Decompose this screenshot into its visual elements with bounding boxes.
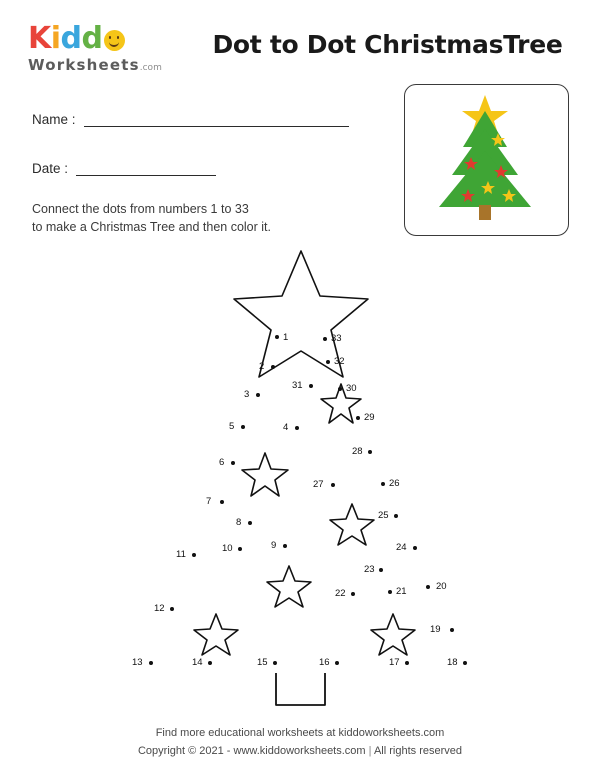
puzzle-dot-label: 1 [283, 332, 289, 343]
logo-letter-i: i [50, 21, 61, 56]
footer-copyright-row [0, 742, 600, 760]
date-field [32, 161, 216, 176]
puzzle-dot [170, 607, 174, 611]
puzzle-dot-label: 21 [396, 586, 407, 597]
logo-letter-d2: d [81, 21, 103, 56]
puzzle-dot-label: 33 [331, 333, 342, 344]
puzzle-dot-label: 18 [447, 657, 458, 668]
puzzle-dot [368, 450, 372, 454]
puzzle-dot-label: 15 [257, 657, 268, 668]
puzzle-dot [273, 661, 277, 665]
puzzle-dot [295, 426, 299, 430]
puzzle-dot [413, 546, 417, 550]
puzzle-dot [241, 425, 245, 429]
name-label: Name : [32, 112, 76, 127]
puzzle-dot-label: 24 [396, 542, 407, 553]
puzzle-dot-label: 13 [132, 657, 143, 668]
date-input[interactable] [76, 161, 216, 176]
puzzle-dot-label: 26 [389, 478, 400, 489]
puzzle-dot [331, 483, 335, 487]
puzzle-dot-label: 23 [364, 564, 375, 575]
puzzle-dot-label: 6 [219, 457, 225, 468]
puzzle-dot-label: 31 [292, 380, 303, 391]
puzzle-dot [381, 482, 385, 486]
puzzle-dot [271, 365, 275, 369]
puzzle-dot [338, 387, 342, 391]
puzzle-dot-label: 3 [244, 389, 250, 400]
puzzle-dot-label: 8 [236, 517, 242, 528]
puzzle-dot [450, 628, 454, 632]
puzzle-dot [220, 500, 224, 504]
puzzle-dot-label: 17 [389, 657, 400, 668]
logo-com-text: .com [139, 63, 162, 73]
puzzle-dot [231, 461, 235, 465]
site-logo [28, 21, 178, 76]
puzzle-dot-label: 5 [229, 421, 235, 432]
puzzle-dot [256, 393, 260, 397]
christmas-tree-preview-icon [405, 85, 566, 233]
puzzle-dot-label: 27 [313, 479, 324, 490]
puzzle-dot-label: 28 [352, 446, 363, 457]
puzzle-dot-label: 32 [334, 356, 345, 367]
puzzle-dot-label: 4 [283, 422, 289, 433]
puzzle-dot-label: 12 [154, 603, 165, 614]
puzzle-dot-label: 14 [192, 657, 203, 668]
puzzle-dot-label: 10 [222, 543, 233, 554]
logo-subtitle [28, 56, 178, 74]
puzzle-dot [208, 661, 212, 665]
puzzle-dot [283, 544, 287, 548]
logo-subtitle-text: Worksheets [28, 56, 140, 74]
footer-separator: | [368, 745, 372, 757]
date-label: Date : [32, 161, 69, 176]
name-input[interactable] [84, 112, 349, 127]
puzzle-dot-label: 20 [436, 581, 447, 592]
page-title: Dot to Dot ChristmasTree [212, 30, 563, 59]
logo-letter-d1: d [60, 21, 82, 56]
instructions-line-2: to make a Christmas Tree and then color it. [32, 220, 271, 234]
puzzle-dot [238, 547, 242, 551]
puzzle-dot-label: 19 [430, 624, 441, 635]
puzzle-dot-label: 22 [335, 588, 346, 599]
puzzle-dot [335, 661, 339, 665]
puzzle-dot [326, 360, 330, 364]
puzzle-dot [388, 590, 392, 594]
puzzle-dot [149, 661, 153, 665]
puzzle-dot [309, 384, 313, 388]
footer-tagline: Find more educational worksheets at kiddoworksheets.com [155, 727, 445, 739]
dot-to-dot-puzzle [0, 238, 600, 708]
puzzle-dot [379, 568, 383, 572]
puzzle-dot-label: 2 [259, 361, 265, 372]
puzzle-dot-label: 30 [346, 383, 357, 394]
footer [0, 724, 600, 760]
puzzle-dot [323, 337, 327, 341]
puzzle-dot [426, 585, 430, 589]
smiley-face-icon [104, 30, 125, 51]
puzzle-dot [356, 416, 360, 420]
puzzle-dot [463, 661, 467, 665]
preview-box [404, 84, 569, 236]
footer-rights: All rights reserved [373, 745, 462, 757]
puzzle-dot [192, 553, 196, 557]
puzzle-dot [394, 514, 398, 518]
puzzle-outline-shapes [0, 238, 600, 708]
puzzle-dot-label: 11 [176, 549, 186, 560]
puzzle-dot-label: 25 [378, 510, 389, 521]
logo-letter-k: K [28, 21, 51, 56]
puzzle-dot [405, 661, 409, 665]
footer-copyright: Copyright © 2021 - www.kiddoworksheets.com [137, 745, 366, 757]
puzzle-dot [351, 592, 355, 596]
puzzle-dot [275, 335, 279, 339]
name-field [32, 112, 349, 127]
instructions-line-1: Connect the dots from numbers 1 to 33 [32, 202, 249, 216]
puzzle-dot-label: 29 [364, 412, 375, 423]
instructions [32, 200, 382, 236]
puzzle-dot [248, 521, 252, 525]
logo-wordmark [28, 21, 178, 56]
puzzle-dot-label: 9 [271, 540, 277, 551]
puzzle-dot-label: 7 [206, 496, 212, 507]
puzzle-dot-label: 16 [319, 657, 330, 668]
